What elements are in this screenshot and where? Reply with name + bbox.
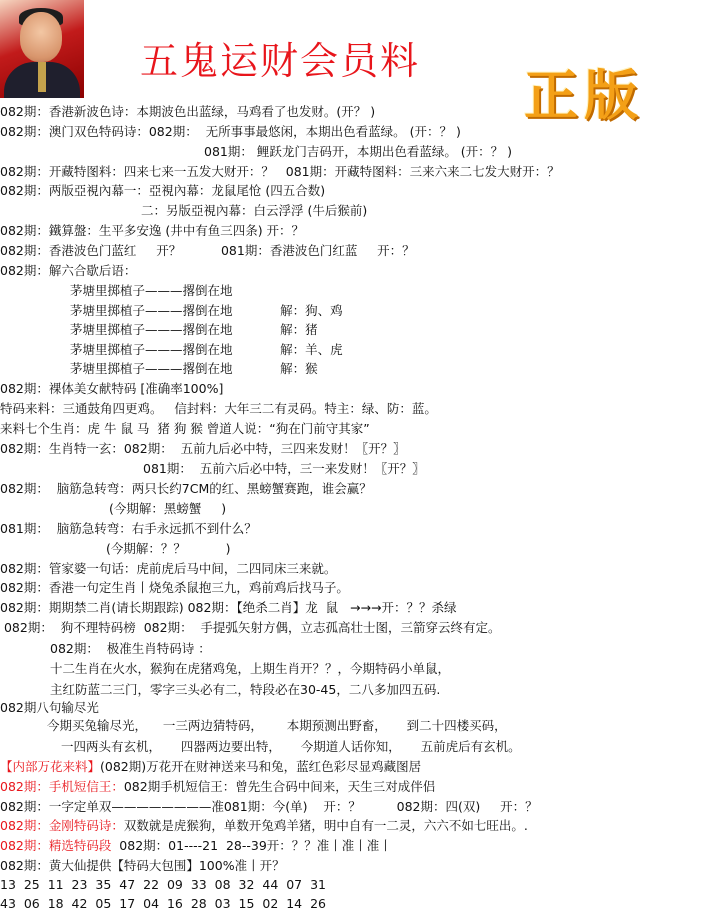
text-line: 13 25 11 23 35 47 22 09 33 08 32 44 07 31 — [0, 877, 326, 892]
text-line: 茅塘里掷植子———撂倒在地 — [70, 283, 233, 298]
authentic-stamp: 正版 — [524, 64, 644, 127]
text-line: 082期：管家婆一句话：虎前虎后马中间，二四同床三来就。 — [0, 561, 337, 576]
text-line: 082期：香港新波色诗：本期波色出蓝绿，马鸡看了也发财。(开？ ) — [0, 104, 376, 119]
text-line: 十二生肖在火水，猴狗在虎猪鸡兔，上期生肖开？？，今期特码小单鼠， — [50, 661, 451, 676]
text-line — [0, 779, 435, 795]
text-line — [0, 818, 528, 834]
highlight-label: 082期：精选特码段 — [0, 838, 112, 853]
line-text: 082期：01----21 28--39开：？？准丨准丨准丨 — [111, 838, 392, 853]
text-line: 主红防蓝二三门，零字三头必有二，特段必在30-45，二八多加四五码. — [50, 682, 441, 697]
text-line: 082期：鐵算盤：生平多安逸 (井中有鱼三四条) 开：？ — [0, 223, 305, 238]
text-line: 082期：裸体美女献特码 [准确率100%] — [0, 381, 224, 396]
text-line: 茅塘里掷植子———撂倒在地 解：狗、鸡 — [70, 303, 343, 318]
text-line: 081期： 脑筋急转弯：右手永远抓不到什么？ — [0, 521, 257, 536]
text-line: 082期： 极准生肖特码诗 ： — [50, 641, 211, 656]
text-line: (今期解：？？ ) — [106, 541, 231, 556]
highlight-label: 082期：手机短信王： — [0, 779, 124, 794]
line-text: 双数就是虎猴狗，单数开兔鸡羊猪，明中自有一二灵，六六不如七旺出。. — [123, 818, 528, 833]
text-line: 43 06 18 42 05 17 04 16 28 03 15 02 14 26 — [0, 896, 326, 911]
highlight-label: 【内部万花来料】 — [0, 759, 101, 774]
text-line: 082期：生肖特一玄：082期： 五前九后必中特，三四来发财！〖开？〗 — [0, 441, 406, 456]
text-line: 今期买兔输尽光， 一三两边猜特码， 本期预测出野畜， 到二十四楼买码， — [47, 718, 507, 733]
text-line: 082期：解六合歇后语： — [0, 263, 137, 278]
text-line: 082期：香港一句定生肖丨烧兔杀鼠抱三九，鸡前鸡后找马子。 — [0, 580, 349, 595]
text-line: 来料七个生肖：虎 牛 鼠 马 猪 狗 猴 曾道人说：“狗在门前守其家” — [0, 421, 370, 436]
text-line: 082期：香港波色门蓝红 开？ 081期：香港波色门红蓝 开：？ — [0, 243, 415, 258]
text-line: 082期：两版亞視內幕一：亞視內幕：龙鼠尾怆 (四五合数) — [0, 183, 326, 198]
text-line: 081期： 五前六后必中特，三一来发财！〖开？〗 — [143, 461, 425, 476]
text-line: 茅塘里掷植子———撂倒在地 解：猴 — [70, 361, 318, 376]
text-line: 082期：澳门双色特码诗：082期： 无所事事最悠闲，本期出色看蓝绿。 (开：？ ) — [0, 124, 461, 139]
text-line — [0, 838, 392, 854]
text-line: 082期八句输尽光 — [0, 700, 99, 715]
line-text: 082期手机短信王：曾先生合码中间来，天生三对成伴侣 — [123, 779, 436, 794]
text-line: 茅塘里掷植子———撂倒在地 解：猪 — [70, 322, 318, 337]
text-line: 081期： 鲤跃龙门吉码开，本期出色看蓝绿。 (开：？ ) — [204, 144, 513, 159]
text-line: 一四两头有玄机， 四器两边要出特， 今期道人话你知， 五前虎后有玄机。 — [61, 739, 521, 754]
text-line: 082期：期期禁二肖(请长期跟踪) 082期：【绝杀二肖】龙 鼠 →→→开：？？杀绿 — [0, 600, 457, 615]
text-line: 082期： 脑筋急转弯：两只长约7CM的红、黑螃蟹赛跑，谁会赢？ — [0, 481, 372, 496]
text-line: (今期解：黑螃蟹 ) — [109, 501, 227, 516]
text-line — [0, 759, 421, 775]
highlight-label: 082期：金刚特码诗： — [0, 818, 124, 833]
text-line: 二：另版亞視內幕：白云浮浮 (牛后猴前) — [141, 203, 368, 218]
text-line: 082期： 狗不理特码榜 082期： 手提弧矢射方偶，立志孤高壮士图，三箭穿云终有定。 — [0, 620, 501, 635]
portrait-photo — [0, 0, 84, 98]
portrait-tie — [38, 62, 46, 92]
page-title: 五鬼运财会员料 — [140, 39, 421, 83]
text-line: 特码来料：三通鼓角四更鸡。 信封料：大年三二有灵码。特主：绿、防：蓝。 — [0, 401, 437, 416]
portrait-face — [20, 12, 62, 62]
text-line: 茅塘里掷植子———撂倒在地 解：羊、虎 — [70, 342, 343, 357]
line-text: (082期)万花开在财神送来马和兔，蓝红色彩尽显鸡藏图居 — [100, 759, 422, 774]
text-line: 082期：黄大仙提供【特码大包围】100%准丨开？ — [0, 858, 285, 873]
text-line: 082期：开藏特图料：四来七来一五发大财开：？ 081期：开藏特图料：三来六来二七发大财开：？ — [0, 164, 560, 179]
text-line: 082期：一字定单双————————准081期：今(单) 开：？ 082期：四(双) 开：？ — [0, 799, 538, 814]
